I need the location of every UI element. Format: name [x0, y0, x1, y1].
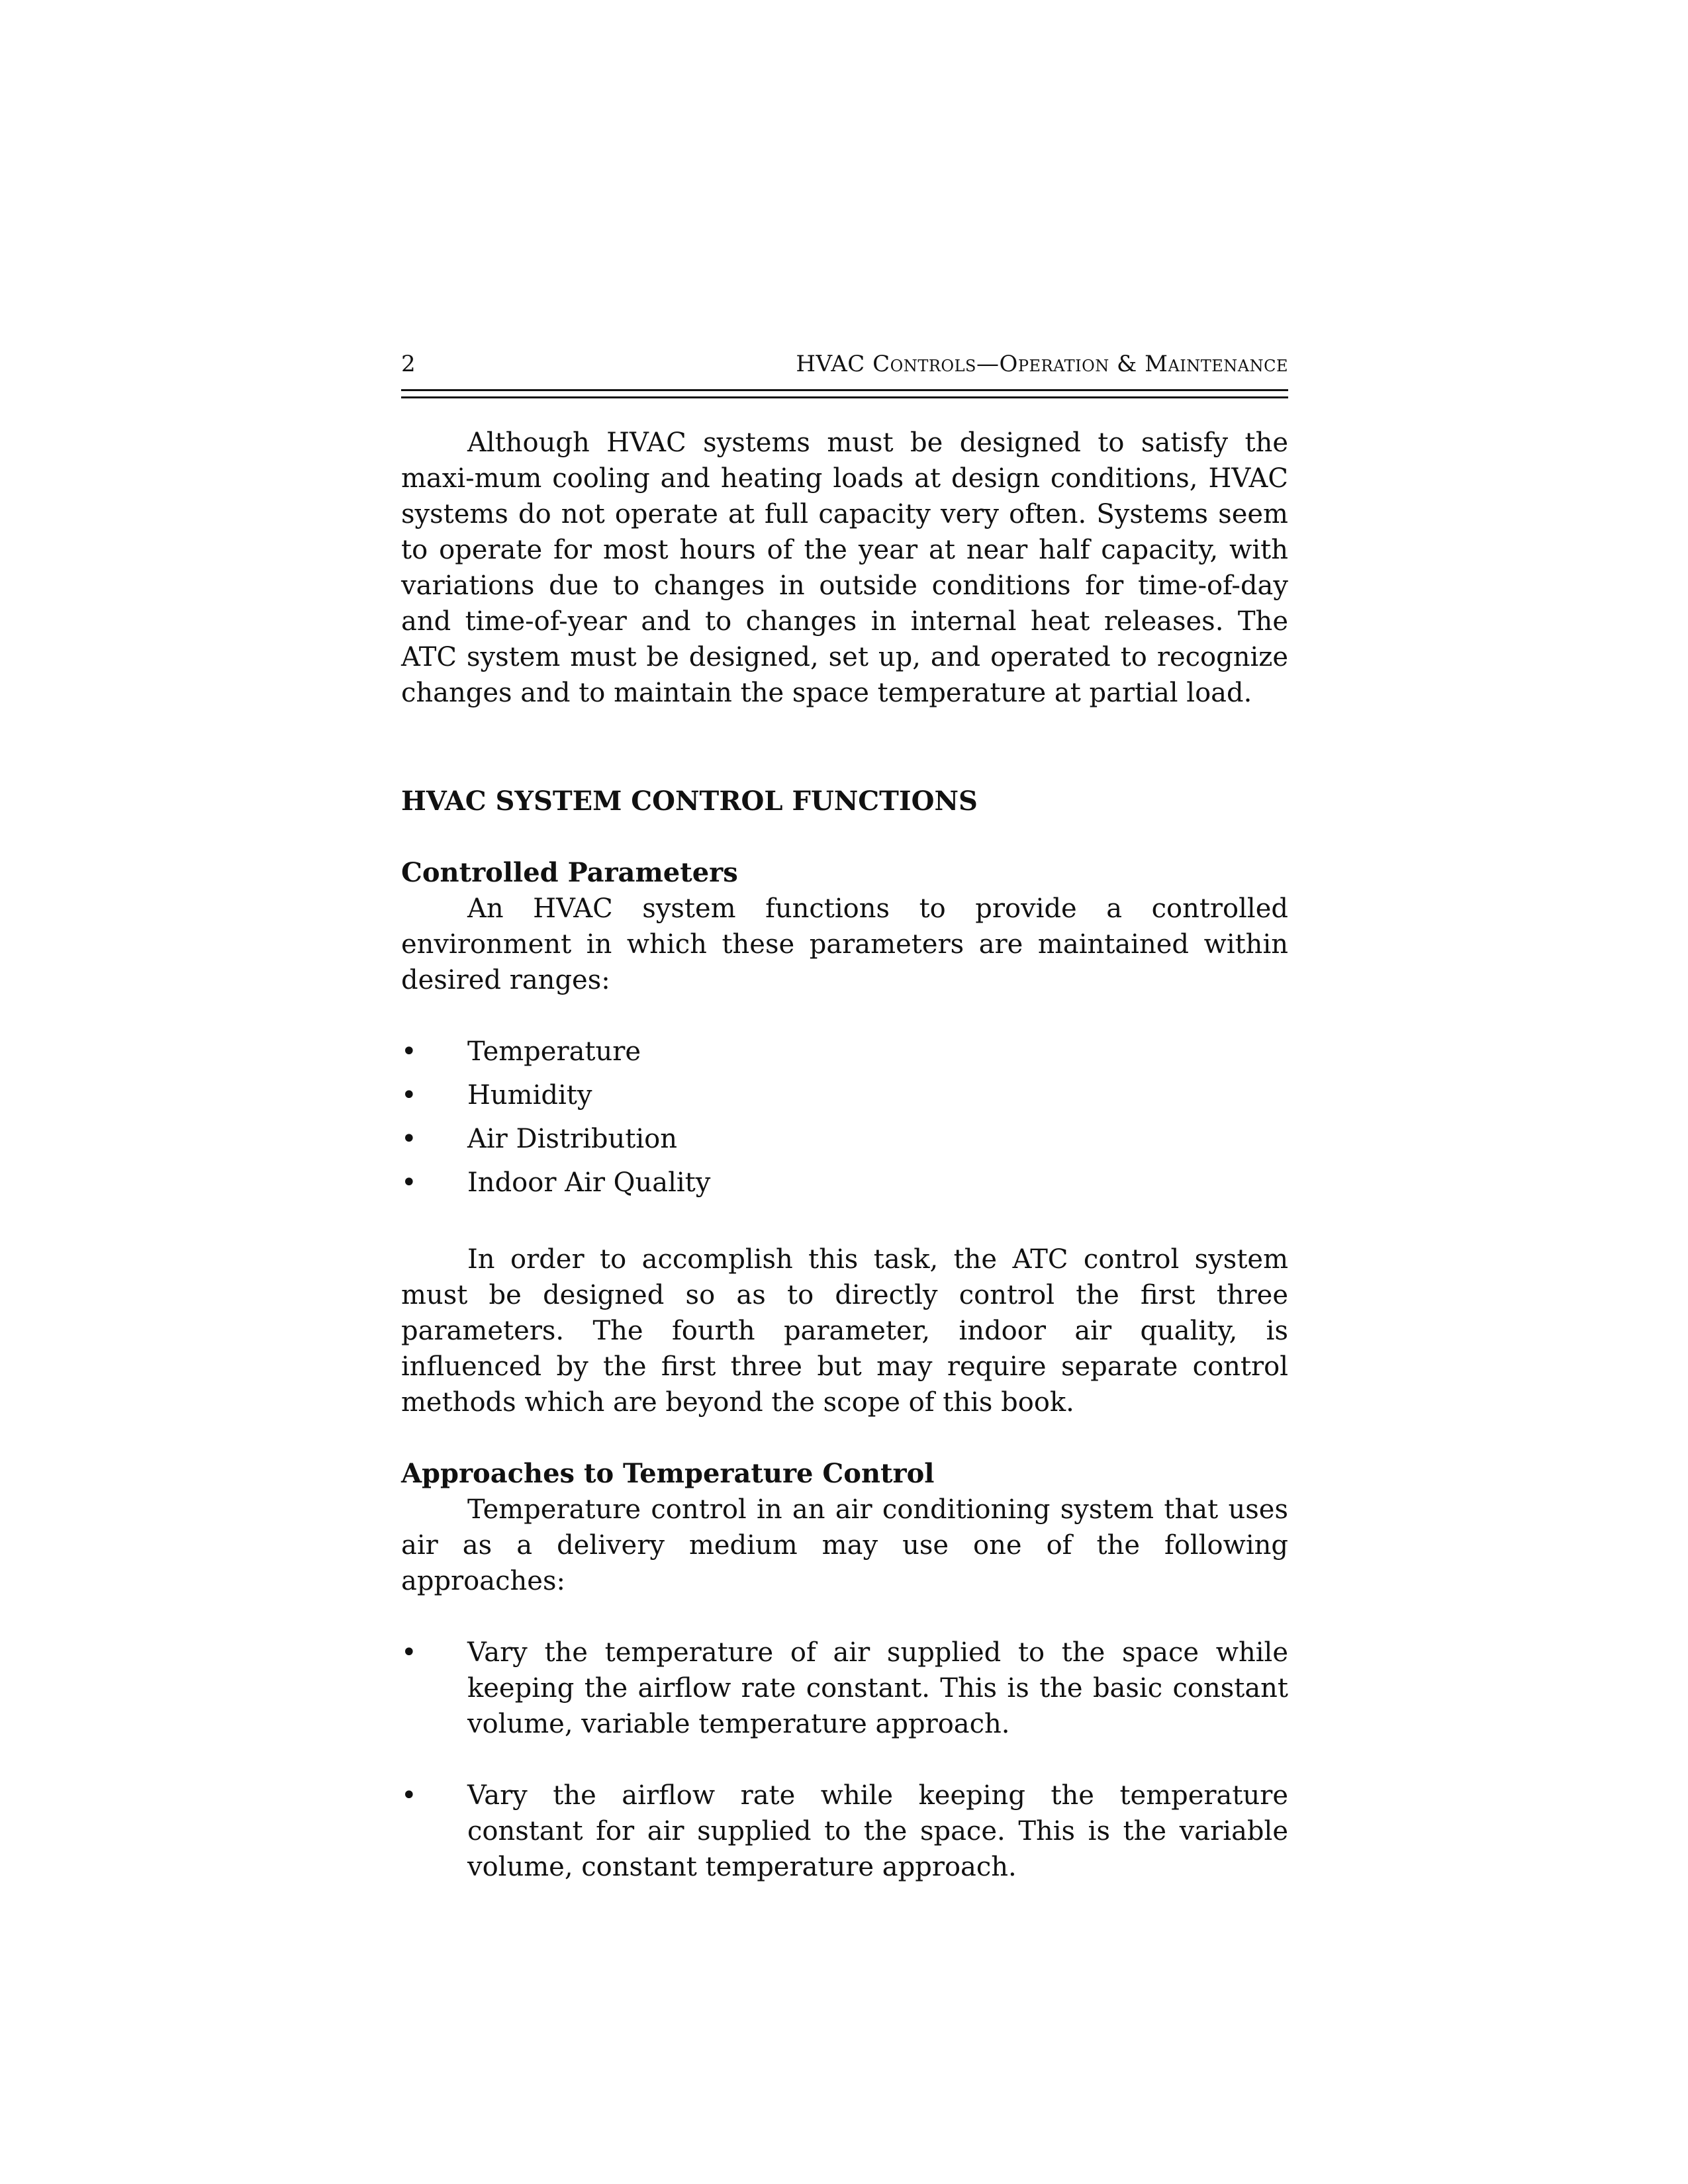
list-item-text: Vary the airflow rate while keeping the temperature constant for air supplied to the space. This is the variable volume, constant temperature approach.	[467, 1780, 1288, 1882]
list-item-text: Temperature	[467, 1036, 641, 1067]
bullet-icon: •	[401, 1080, 417, 1111]
list-item	[401, 1034, 1288, 1069]
running-head-title: HVAC Controls—Operation & Maintenance	[796, 351, 1288, 377]
controlled-parameters-follow-up: In order to accomplish this task, the ATC control system must be designed so as to directly control the first three parameters. The fourth parameter, indoor air quality, is influenced by the first three but may require separate control methods which are beyond the scope of this book.	[401, 1244, 1288, 1418]
page-number: 2	[401, 351, 416, 377]
book-page	[401, 344, 1288, 1921]
section-title: HVAC SYSTEM CONTROL FUNCTIONS	[401, 786, 978, 817]
list-item	[401, 1121, 1288, 1157]
list-item	[401, 1778, 1288, 1885]
header-rule-top	[401, 389, 1288, 391]
intro-paragraph: Although HVAC systems must be designed to satisfy the maxi-mum cooling and heating loads at design conditions, HVAC systems do not operate at full capacity very often. Systems seem to operate for most hours of the year at near half capacity, with variations due to changes in outside conditions for time-of-day and time-of-year and to changes in internal heat releases. The ATC system must be designed, set up, and operated to recognize changes and to maintain the space temperature at partial load.	[401, 428, 1288, 708]
temperature-control-intro: Temperature control in an air conditioning system that uses air as a delivery medium may use one of the following approaches:	[401, 1494, 1288, 1596]
bullet-icon: •	[401, 1637, 417, 1668]
controlled-parameters-heading: Controlled Parameters	[401, 857, 738, 888]
approach-list	[401, 1635, 1288, 1885]
bullet-icon: •	[401, 1124, 417, 1154]
list-item	[401, 1077, 1288, 1113]
bullet-icon: •	[401, 1167, 417, 1198]
list-item-text: Vary the temperature of air supplied to the space while keeping the airflow rate constant. This is the basic constant volume, variable temperature approach.	[467, 1637, 1288, 1739]
bullet-icon: •	[401, 1036, 417, 1067]
list-item-text: Humidity	[467, 1080, 592, 1111]
controlled-parameters-intro: An HVAC system functions to provide a controlled environment in which these parameters are maintained within desired ranges:	[401, 893, 1288, 995]
list-item-text: Air Distribution	[467, 1124, 677, 1154]
parameter-list	[401, 1034, 1288, 1201]
running-head	[401, 344, 1288, 384]
list-item	[401, 1635, 1288, 1742]
list-item-text: Indoor Air Quality	[467, 1167, 711, 1198]
bullet-icon: •	[401, 1780, 417, 1811]
list-item	[401, 1165, 1288, 1201]
temperature-control-heading: Approaches to Temperature Control	[401, 1458, 935, 1489]
